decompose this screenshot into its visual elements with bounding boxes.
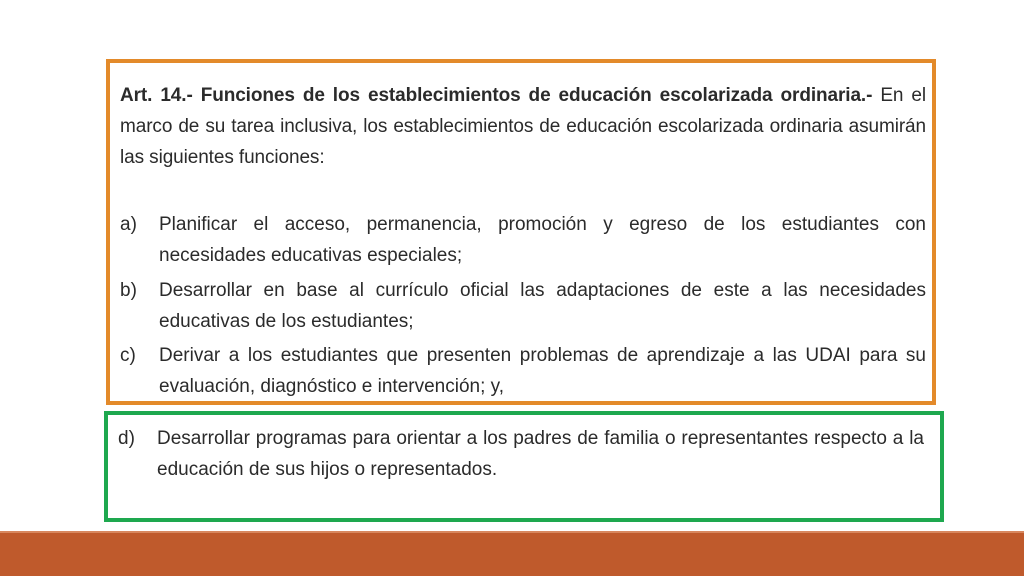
list-item-text: Planificar el acceso, permanencia, promoción y egreso de los estudiantes con necesidades educativas especiales; [159,214,926,266]
footer-bar [0,533,1024,576]
article-paragraph [120,80,926,173]
list-item-letter: c) [120,345,136,366]
list-item-d [118,423,924,485]
list-item-letter: d) [118,428,135,449]
list-item-text: Derivar a los estudiantes que presenten problemas de aprendizaje a las UDAI para su evaluación, diagnóstico e intervención; y, [159,345,926,397]
article-intro: En el marco de su tarea inclusiva, los establecimientos de educación escolarizada ordinaria asumirán las siguientes funciones: [120,85,926,168]
list-item-text: Desarrollar programas para orientar a los padres de familia o representantes respecto a la educación de sus hijos o representados. [157,428,924,480]
list-item-text: Desarrollar en base al currículo oficial las adaptaciones de este a las necesidades educativas de los estudiantes; [159,280,926,332]
list-item-c [120,340,926,402]
list-item-letter: b) [120,280,137,301]
list-item-b [120,275,926,337]
list-item-a [120,209,926,271]
article-title: Art. 14.- Funciones de los establecimientos de educación escolarizada ordinaria.- [120,85,873,106]
list-item-letter: a) [120,214,137,235]
